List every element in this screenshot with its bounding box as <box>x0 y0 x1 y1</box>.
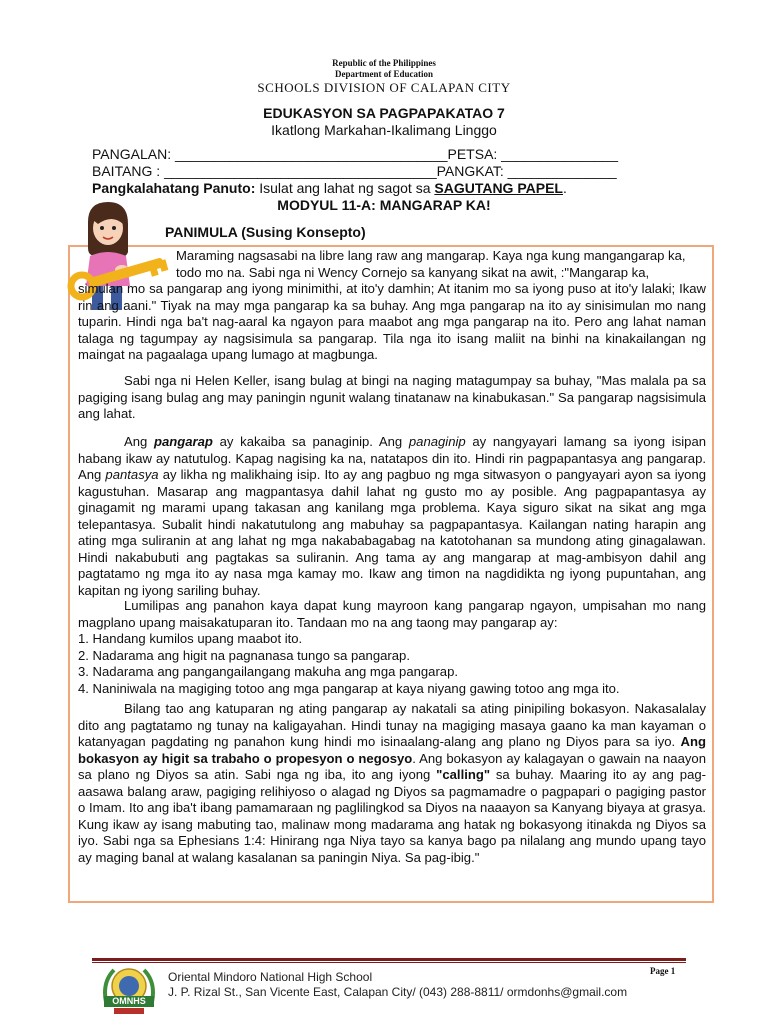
module-title: MODYUL 11-A: MANGARAP KA! <box>277 197 491 213</box>
subject-title: EDUKASYON SA PAGPAPAKATAO 7 <box>263 105 505 121</box>
footer-divider <box>92 958 686 961</box>
paragraph-1 <box>78 248 706 364</box>
school-logo-icon <box>100 962 158 1018</box>
list-item: 2. Nadarama ang higit na pagnanasa tungo sa pangarap. <box>78 647 410 663</box>
paragraph-5-text <box>78 701 706 866</box>
list-item: 1. Handang kumilos upang maabot ito. <box>78 631 303 646</box>
paragraph-1-rest: simulan mo sa pangarap ang iyong minimithi, at ito'y damhin; At itanim mo sa iyong puso at ito'y lalaki; Ikaw rin ang aani." Tiyak na may mga pangarap ka sa buhay. Ang mga pangarap na ito ay sinisimulan mo nang tuparin. Hindi nga ba't nag-aaral ka ngayon para maabot ang mga pangarap na ito. Pero ang lahat naman talaga ng tagumpay ay nagsisimula sa pangarap. Tila nga ito isang maliit na binhi na kinakailangan ng maingat na pagaalaga upang lumago at magbunga. <box>78 281 706 362</box>
p3-term-pangarap: pangarap <box>154 434 213 449</box>
p3-part-a: Ang <box>124 434 154 449</box>
p3-part-d: ay likha ng malikhaing isip. Ito ay ang pagbuo ng mga sitwasyon o pangyayari ayon sa iyong kagustuhan. Masarap ang magpantasya dahil lahat ng gusto mo ay posible. Ang pagpapantasya ay ginagamit ng marami upang takasan ang kanilang mga problema. Kaya siguro sikat na sikat ang mga telepantasya. Subalit hindi nakatutulong ang mabuhay sa pagpapantasya. Kailangan nating harapin ang ating mga suliranin at ang lahat ng mga nakababagabag na katotohanan sa mundong ating ginagalawan. Hindi nakabubuti ang pagtakas sa suliranin. Ang tama ay ang mangarap at mag-ambisyon dahil ang pagtatamo ng mga ito ay nasa mga kamay mo. Ikaw ang timon na nagdidikta ng iyong pupuntahan, ang kapitan ng iyong sariling buhay. <box>78 467 707 598</box>
department-line: Department of Education <box>335 69 433 79</box>
p3-term-pantasya: pantasya <box>105 467 159 482</box>
quarter-line: Ikatlong Markahan-Ikalimang Linggo <box>271 122 497 138</box>
p5-calling: "calling" <box>436 767 491 782</box>
paragraph-2 <box>78 373 706 423</box>
p5-part-a: Bilang tao ang katuparan ng ating pangarap ay nakatali sa ating pinipiling bokasyon. Nakasalalay dito ang pagtatamo ng tunay na kaligayahan. Hindi tunay na magiging masaya gaano ka man kayaman o katanyagan pagdating ng panahon kung hindi mo isinaalang-alang ang plano ng Diyos para sa iyo. <box>78 701 706 749</box>
paragraph-3-text <box>78 434 706 599</box>
document-header <box>0 58 768 139</box>
p5-part-b: . Ang bokasyon ay kalagayan o gawain na naayon sa plano ng Diyos sa atin. Sabi nga ng iba, ito ang iyong <box>78 750 706 782</box>
grade-section-field: BAITANG : ___________________________________PANGKAT: ______________ <box>92 163 617 179</box>
p3-part-c: ay nangyayari lamang sa iyong isipan habang ikaw ay natutulog. Kapag nagising ka na, natatapos din ito. Hindi rin pagpapantasya ang pangarap. Ang <box>78 434 707 482</box>
p3-term-panaginip: panaginip <box>408 434 466 449</box>
paragraph-1-line-2: todo mo na. Sabi nga ni Wency Cornejo sa kanyang sikat na awit, :"Mangarap ka, <box>176 264 650 280</box>
p5-part-c: sa buhay. Maaring ito ay ang pag-aasawa balang araw, pagiging relihiyoso o alagad ng Diyos sa pagmamadre o pagpapari o pagiging pastor o Imam. Ito ang iba't ibang pamamaraan ng paglilingkod sa Diyos na naaayon sa Kanyang biyaya at grasya. Kung ikaw ay isang mabuting tao, malinaw mong madarama ang hatak ng bokasyong itinakda ng Diyos sa iyo. Sabi nga sa Ephesians 1:4: Hinirang nga Niya tayo sa kanya bago pa nilalang ang mundo upang tayo ay maging banal at walang kasalanan sa paningin Niya. Sa pag-ibig." <box>78 767 706 865</box>
instructions-label: Pangkalahatang Panuto: <box>92 180 256 196</box>
list-item: 4. Naniniwala na magiging totoo ang mga pangarap at kaya niyang gawing totoo ang mga ito. <box>78 680 620 696</box>
instructions-text: Isulat ang lahat ng sagot sa <box>255 180 435 196</box>
footer-school <box>168 970 627 1000</box>
footer-divider-thin <box>92 962 686 963</box>
name-date-field: PANGALAN: ___________________________________PETSA: _______________ <box>92 146 618 162</box>
instructions-end: . <box>562 180 567 196</box>
p3-part-b: ay kakaiba sa panaginip. Ang <box>212 434 409 449</box>
p5-bold-statement: Ang bokasyon ay higit sa trabaho o propesyon o negosyo <box>78 734 706 766</box>
republic-line: Republic of the Philippines <box>332 58 436 68</box>
paragraph-5 <box>78 701 706 866</box>
paragraph-1-line-1: Maraming nagsasabi na libre lang raw ang mangarap. Kaya nga kung mangangarap ka, <box>176 248 686 263</box>
general-instructions <box>92 180 692 197</box>
paragraph-2-text: Sabi nga ni Helen Keller, isang bulag at bingi na naging matagumpay sa buhay, "Mas malala pa sa pagiging isang bulag ang may paningin ngunit walang tinatanaw na kinabukasan." Sa pangarap nagsisimula ang lahat. <box>78 373 706 421</box>
paragraph-3 <box>78 434 706 599</box>
section-title: PANIMULA (Susing Konsepto) <box>165 224 366 240</box>
paragraph-4 <box>78 598 706 697</box>
division-line: SCHOOLS DIVISION OF CALAPAN CITY <box>257 80 511 95</box>
paragraph-4-text: Lumilipas ang panahon kaya dapat kung mayroon kang pangarap ngayon, umpisahan mo nang magplano upang maisakatuparan ito. Tandaan mo na ang taong may pangarap ay: <box>78 598 706 630</box>
page-number: Page 1 <box>650 966 676 976</box>
answer-sheet-label: SAGUTANG PAPEL <box>434 180 563 196</box>
school-name: Oriental Mindoro National High School <box>168 970 373 984</box>
student-fields <box>92 146 672 180</box>
list-item: 3. Nadarama ang pangangailangang makuha ang mga pangarap. <box>78 664 459 679</box>
school-address: J. P. Rizal St., San Vicente East, Calapan City/ (043) 288-8811/ ormdonhs@gmail.com <box>168 985 628 999</box>
logo-text: OMNHS <box>112 996 146 1006</box>
